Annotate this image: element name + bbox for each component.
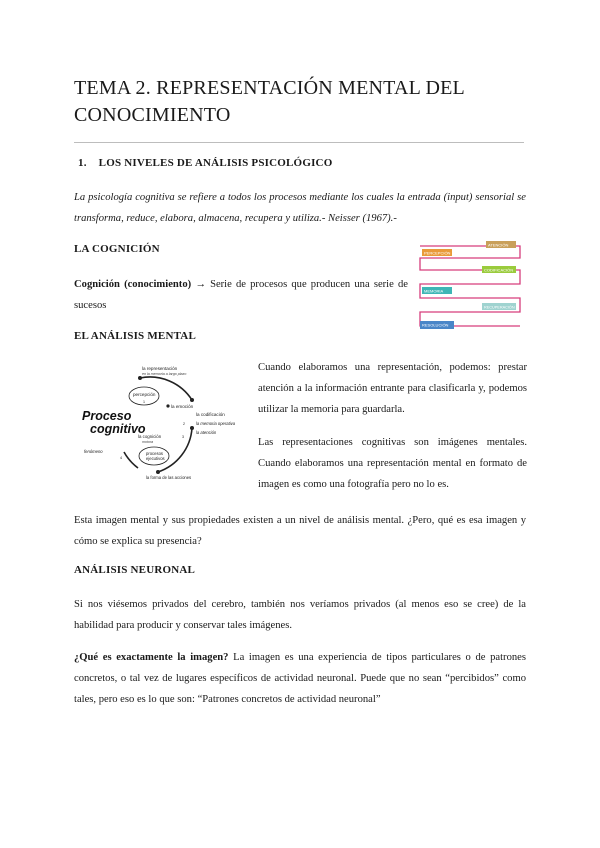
analisis-neuronal-p2 xyxy=(74,647,526,710)
box-percepcion-label: PERCEPCIÓN xyxy=(424,250,451,256)
definition-arrow: → xyxy=(195,279,206,290)
cycle-node xyxy=(166,404,169,407)
cycle-node xyxy=(138,376,142,380)
cognicion-term: Cognición (conocimiento) xyxy=(74,279,192,290)
analisis-mental-p3: Esta imagen mental y sus propiedades existen a un nivel de análisis mental. ¿Pero, qué es esa imagen y cómo se explica su presencia? xyxy=(74,515,526,547)
analisis-mental-p2: Las representaciones cognitivas son imágenes mentales. Cuando elaboramos una representación mental en formato de imagen es como una fotografía pero no lo es. xyxy=(258,437,527,490)
section-number: 1. xyxy=(78,157,87,169)
cycle-arc-right xyxy=(158,428,192,472)
definition-text: Serie de procesos que producen una serie de sucesos xyxy=(74,279,408,311)
title-divider xyxy=(74,142,524,143)
label-fenomeno: fenómeno xyxy=(84,449,103,454)
label-forma: la forma de las acciones xyxy=(146,475,192,480)
cycle-number-2: 2 xyxy=(183,422,185,426)
heading-analisis-neuronal: ANÁLISIS NEURONAL xyxy=(74,564,196,576)
cycle-node xyxy=(190,426,194,430)
label-codificacion: la codificación xyxy=(196,412,225,417)
section-label: LOS NIVELES DE ANÁLISIS PSICOLÓGICO xyxy=(98,157,333,169)
label-representacion: la representación xyxy=(142,366,178,371)
label-emocion: la emoción xyxy=(171,404,194,409)
question-bold: ¿Qué es exactamente la imagen? xyxy=(74,652,229,663)
box-memoria-label: MEMORIA xyxy=(424,288,444,294)
cycle-number-3: 3 xyxy=(182,435,184,439)
heading-cognicion: LA COGNICIÓN xyxy=(74,243,160,255)
label-representacion-sub: en la memoria a largo plazo xyxy=(142,372,187,376)
label-atencion: la atención xyxy=(196,430,217,435)
analisis-neuronal-p1: Si nos viésemos privados del cerebro, también nos veríamos privados (al menos eso se cree) de la habilidad para producir y conservar tales imágenes. xyxy=(74,599,526,631)
label-cognicion-sub: motora xyxy=(142,440,154,444)
label-procesos-sub: ejecutivos xyxy=(146,456,165,461)
cycle-title-line1: Proceso xyxy=(82,409,132,423)
cycle-title-line2: cognitivo xyxy=(90,422,146,436)
box-codificacion-label: CODIFICACIÓN xyxy=(484,267,514,273)
flow-path xyxy=(420,246,520,326)
label-percepcion: percepción xyxy=(133,392,156,397)
section-heading-1 xyxy=(78,157,332,169)
cognitive-process-cycle-diagram xyxy=(80,360,240,488)
cognicion-definition xyxy=(74,274,408,316)
cycle-node xyxy=(190,398,194,402)
cognition-flow-diagram xyxy=(414,238,526,334)
label-cognicion: la cognición xyxy=(138,434,162,439)
box-recuperacion-label: RECUPERACIÓN xyxy=(484,305,515,310)
cycle-number-1: 1 xyxy=(143,400,145,404)
cycle-arc-bottom xyxy=(124,452,138,468)
analisis-mental-p1: Cuando elaboramos una representación, podemos: prestar atención a la información entrante para clasificarla y, podemos utilizar la memoria para guardarla. xyxy=(258,362,527,415)
neisser-quote: La psicología cognitiva se refiere a todos los procesos mediante los cuales la entrada (input) sensorial se transforma, reduce, elabora, almacena, recupera y utiliza.- Neisser (1967).- xyxy=(74,192,526,224)
box-atencion-label: ATENCIÓN xyxy=(488,242,509,248)
cycle-number-4: 4 xyxy=(120,456,122,460)
label-memoria: la memoria operativa xyxy=(196,421,236,426)
label-procesos: procesos xyxy=(146,451,163,456)
box-resolucion-label: RESOLUCIÓN xyxy=(422,322,449,328)
question-answer: La imagen es una experiencia de tipos particulares o de patrones concretos, o tal vez de lugares específicos de actividad neuronal. Puede que no sean “percibidos” como tales, pero eso es lo que son: “Patrones concretos de actividad neuronal” xyxy=(74,652,526,705)
cycle-node xyxy=(156,470,160,474)
page-title: TEMA 2. REPRESENTACIÓN MENTAL DEL CONOCIMIENTO xyxy=(74,77,465,126)
heading-analisis-mental: EL ANÁLISIS MENTAL xyxy=(74,330,196,342)
